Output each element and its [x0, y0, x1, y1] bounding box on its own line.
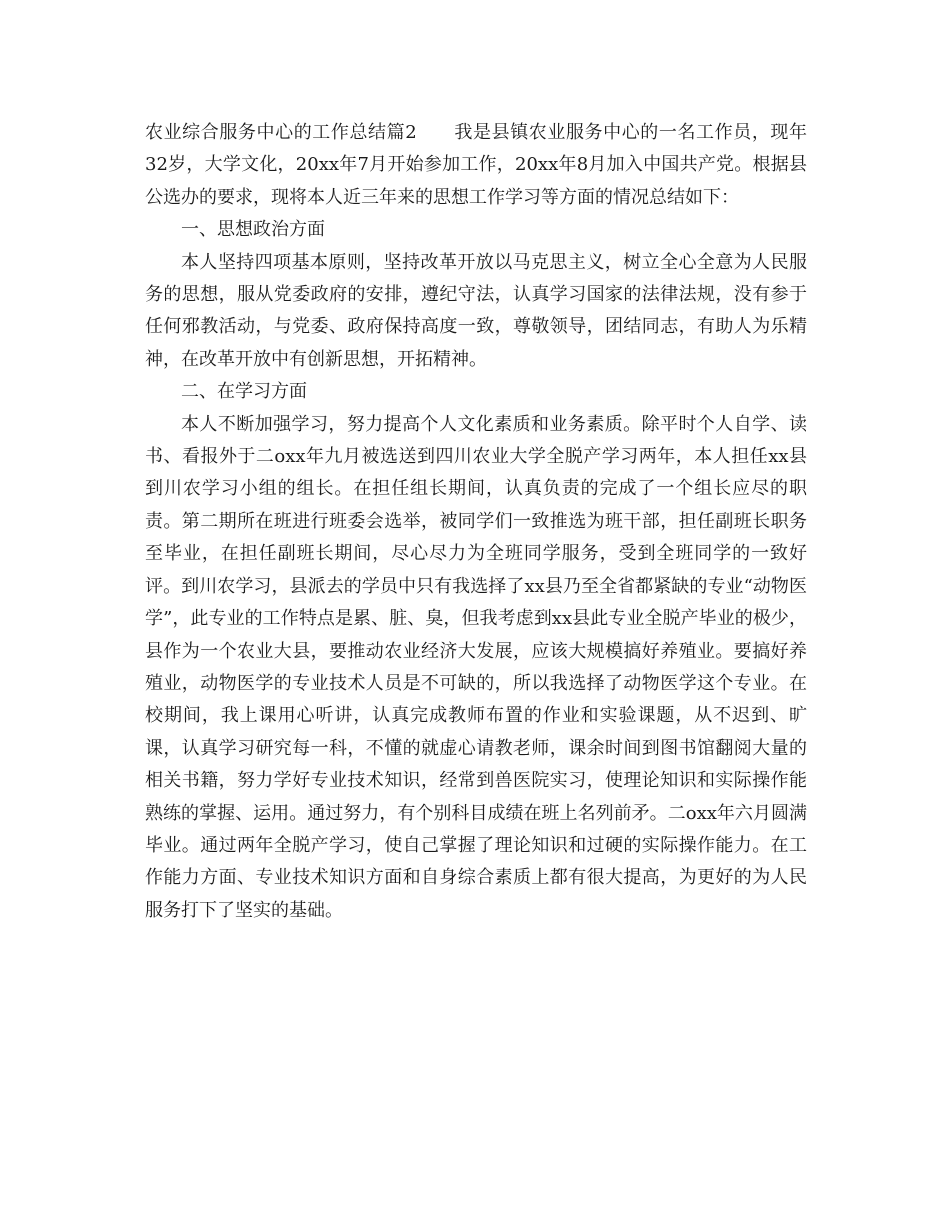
document-body: [145, 117, 807, 927]
intro-paragraph: 农业综合服务中心的工作总结篇2 我是县镇农业服务中心的一名工作员，现年32岁，大学文化，20xx年7月开始参加工作，20xx年8月加入中国共产党。根据县公选办的要求，现将本人近三年来的思想工作学习等方面的情况总结如下：: [145, 122, 807, 208]
section-heading-political: 一、思想政治方面: [181, 219, 325, 241]
political-paragraph: 本人坚持四项基本原则，坚持改革开放以马克思主义，树立全心全意为人民服务的思想，服从党委政府的安排，遵纪守法，认真学习国家的法律法规，没有参于任何邪教活动，与党委、政府保持高度一致，尊敬领导，团结同志，有助人为乐精神，在改革开放中有创新思想，开拓精神。: [145, 251, 807, 370]
section-heading-study: 二、在学习方面: [181, 381, 307, 403]
study-paragraph: 本人不断加强学习，努力提高个人文化素质和业务素质。除平时个人自学、读书、看报外于二oxx年九月被选送到四川农业大学全脱产学习两年，本人担任xx县到川农学习小组的组长。在担任组长期间，认真负责的完成了一个组长应尽的职责。第二期所在班进行班委会选举，被同学们一致推选为班干部，担任副班长职务至毕业，在担任副班长期间，尽心尽力为全班同学服务，受到全班同学的一致好评。到川农学习，县派去的学员中只有我选择了xx县乃至全省都紧缺的专业“动物医学”，此专业的工作特点是累、脏、臭，但我考虑到xx县此专业全脱产毕业的极少，县作为一个农业大县，要推动农业经济大发展，应该大规模搞好养殖业。要搞好养殖业，动物医学的专业技术人员是不可缺的，所以我选择了动物医学这个专业。在校期间，我上课用心听讲，认真完成教师布置的作业和实验课题，从不迟到、旷课，认真学习研究每一科，不懂的就虚心请教老师，课余时间到图书馆翻阅大量的相关书籍，努力学好专业技术知识，经常到兽医院实习，使理论知识和实际操作能熟练的掌握、运用。通过努力，有个别科目成绩在班上名列前矛。二oxx年六月圆满毕业。通过两年全脱产学习，使自己掌握了理论知识和过硬的实际操作能力。在工作能力方面、专业技术知识方面和自身综合素质上都有很大提高，为更好的为人民服务打下了坚实的基础。: [145, 413, 807, 921]
